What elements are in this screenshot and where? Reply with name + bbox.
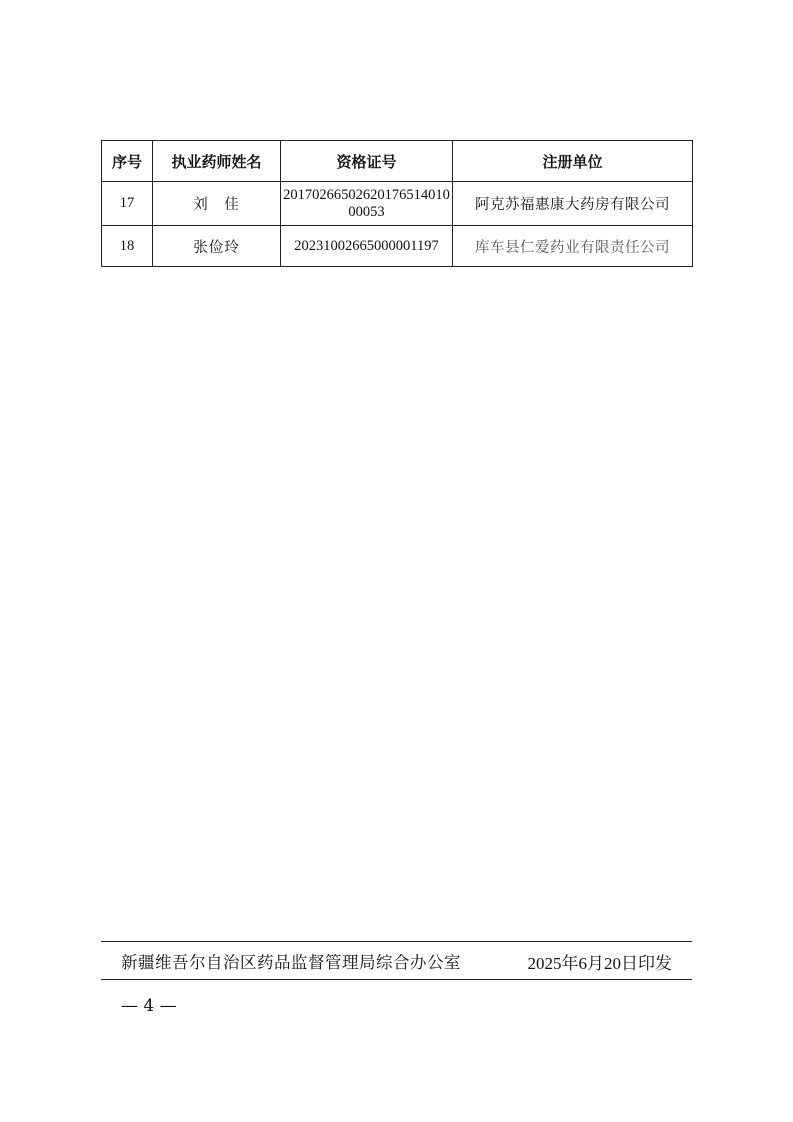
header-index: 序号 [102,141,153,182]
cell-index: 18 [102,226,153,267]
header-pharmacist-name: 执业药师姓名 [153,141,281,182]
cell-certificate: 20231002665000001197 [281,226,453,267]
footer-bottom-rule [101,979,692,980]
cell-certificate: 2017026650262017651401000053 [281,182,453,226]
cell-index: 17 [102,182,153,226]
footer-issue-date: 2025年6月20日印发 [527,953,672,973]
header-certificate-number: 资格证号 [281,141,453,182]
table-row [102,226,693,267]
table-header-row [102,141,693,182]
cell-unit: 阿克苏福惠康大药房有限公司 [453,182,693,226]
page-number: — 4 — [121,996,177,1016]
table-row [102,182,693,226]
footer-issuer: 新疆维吾尔自治区药品监督管理局综合办公室 [121,953,461,972]
cell-unit: 库车县仁爱药业有限责任公司 [453,226,693,267]
footer-imprint [101,944,692,978]
cell-name: 张俭玲 [153,226,281,267]
cell-name: 刘 佳 [153,182,281,226]
footer-top-rule [101,941,692,942]
header-registered-unit: 注册单位 [453,141,693,182]
pharmacist-table [101,140,693,267]
